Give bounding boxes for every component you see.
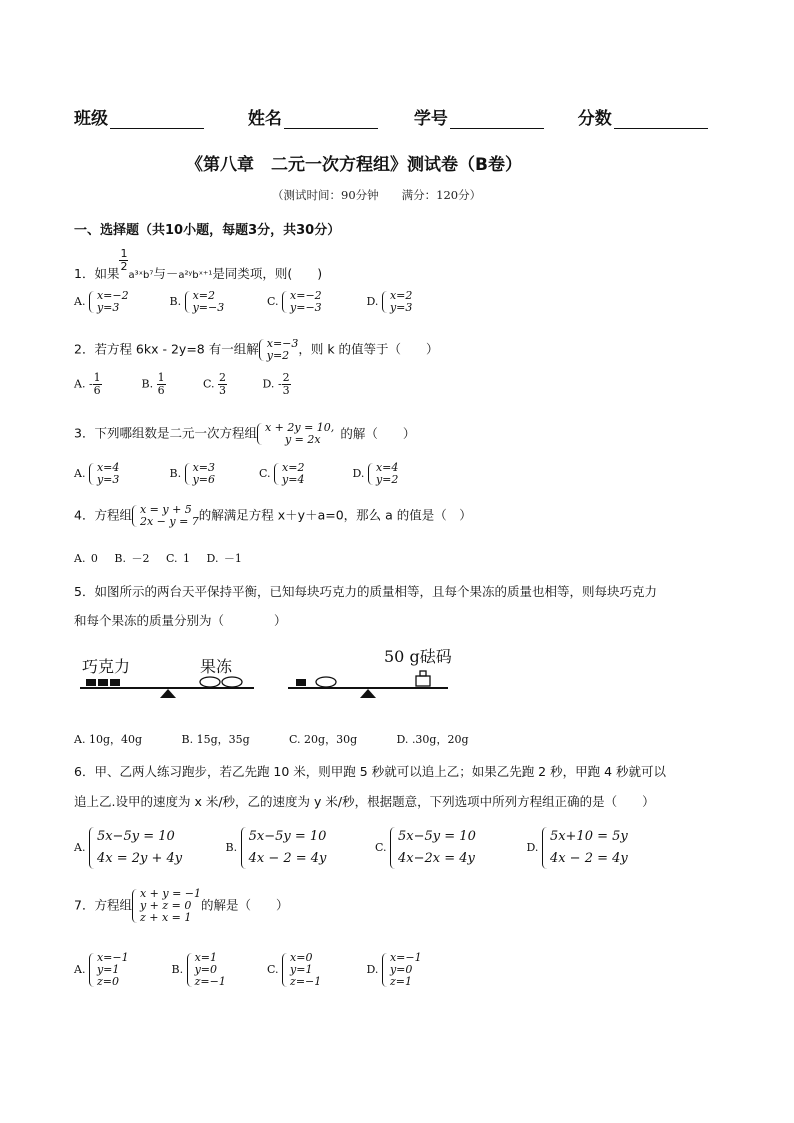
class-label: 班级: [74, 109, 108, 129]
score-label: 分数: [577, 109, 612, 129]
q1-fraction: $\frac{1}{2}$: [120, 247, 128, 273]
q4-options[interactable]: A. 0 B. －2 C. 1 D. －1: [74, 552, 242, 565]
weight-label: 50 g砝码: [384, 647, 452, 666]
q6-option-c[interactable]: C. 5x−5y = 10 4x−2x = 4y: [375, 826, 523, 870]
q2-option-a[interactable]: A. - $\frac{1}{6}$: [74, 371, 101, 397]
q6-option-b[interactable]: B. 5x−5y = 10 4x − 2 = 4y: [226, 826, 372, 870]
question-3: 3．下列哪组数是二元一次方程组 x + 2y = 10, y = 2x 的解（ ）: [74, 421, 416, 446]
jelly-label: 果冻: [200, 657, 233, 676]
q7-option-a[interactable]: A. x=−1 y=1 z=0: [74, 951, 129, 988]
q3-option-d[interactable]: D. x=4 y=2: [352, 461, 399, 486]
q7-option-d[interactable]: D. x=−1 y=0 z=1: [366, 951, 422, 988]
question-5-line-2: 和每个果冻的质量分别为（ ）: [74, 613, 287, 628]
q1-options: [74, 290, 412, 314]
chocolate-label: 巧克力: [82, 657, 131, 676]
q4-system: x = y + 5 2x − y = 7: [132, 504, 199, 528]
q1-option-a[interactable]: A. x=−2 y=3: [74, 289, 129, 314]
question-2: 2．若方程 6kx - 2y=8 有一组解 x=−3 y=2 ，则 k 的值等于（ ）: [74, 337, 439, 362]
q7-options: [74, 952, 422, 988]
q1-option-c[interactable]: C. x=−2 y=−3: [267, 289, 322, 314]
q3-options: [74, 462, 398, 486]
id-blank[interactable]: [450, 110, 544, 129]
class-blank[interactable]: [110, 110, 204, 129]
q5-options: [74, 731, 469, 747]
q5-option-c[interactable]: C. 20g，30g: [289, 733, 358, 746]
q3-option-c[interactable]: C. x=2 y=4: [259, 461, 305, 486]
q2-option-d[interactable]: D. - $\frac{2}{3}$: [262, 371, 290, 397]
question-6-line-1: 6．甲、乙两人练习跑步，若乙先跑 10 米，则甲跑 5 秒就可以追上乙；如果乙先跑 2 秒，甲跑 4 秒就可以: [74, 764, 667, 779]
q6-option-a[interactable]: A. 5x−5y = 10 4x = 2y + 4y: [74, 826, 222, 870]
q1-option-d[interactable]: D. x=2 y=3: [366, 289, 413, 314]
q3-option-a[interactable]: A. x=4 y=3: [74, 461, 120, 486]
q5-option-b[interactable]: B. 15g，35g: [181, 733, 250, 746]
q6-option-d[interactable]: D. 5x+10 = 5y 4x − 2 = 4y: [527, 826, 628, 870]
page-subtitle: （测试时间：90分钟 满分：120分）: [272, 188, 482, 202]
q3-option-b[interactable]: B. x=3 y=6: [169, 461, 216, 486]
q7-option-b[interactable]: B. x=1 y=0 z=−1: [171, 951, 226, 988]
q2-system: x=−3 y=2: [259, 338, 299, 362]
q2-options: [74, 372, 291, 397]
name-blank[interactable]: [284, 110, 378, 129]
q5-option-d[interactable]: D. .30g，20g: [396, 733, 469, 746]
question-6-line-2: 追上乙.设甲的速度为 x 米/秒，乙的速度为 y 米/秒，根据题意，下列选项中所列方程组正确的是（ ）: [74, 794, 655, 809]
question-4: 4．方程组 x = y + 5 2x − y = 7 的解满足方程 x＋y＋a=0，那么 a 的值是（ ）: [74, 503, 472, 528]
q5-option-a[interactable]: A. 10g，40g: [74, 733, 143, 746]
question-1: 1．如果 $\frac{1}{2}$ a³ˣb⁷与－a²ʸbˣ⁺¹是同类项，则( ): [74, 247, 323, 281]
q1-option-b[interactable]: B. x=2 y=−3: [169, 289, 225, 314]
question-7: 7．方程组 x + y = −1 y + z = 0 z + x = 1 的解是（ ）: [74, 887, 289, 924]
q3-system: x + 2y = 10, y = 2x: [257, 422, 334, 446]
name-label: 姓名: [247, 109, 282, 129]
q2-option-c[interactable]: C. $\frac{2}{3}$: [203, 371, 227, 397]
balance-figure: [76, 642, 468, 712]
q7-option-c[interactable]: C. x=0 y=1 z=−1: [267, 951, 322, 988]
header-row: [74, 104, 708, 129]
score-blank[interactable]: [614, 110, 708, 129]
q6-options: [74, 826, 628, 870]
q2-option-b[interactable]: B. $\frac{1}{6}$: [141, 371, 165, 397]
id-label: 学号: [413, 109, 448, 129]
page-title: 《第八章 二元一次方程组》测试卷（B卷）: [186, 155, 522, 175]
question-5-line-1: 5．如图所示的两台天平保持平衡，已知每块巧克力的质量相等，且每个果冻的质量也相等，则每块巧克力: [74, 584, 657, 599]
section-heading: 一、选择题（共10小题，每题3分，共30分）: [74, 223, 341, 238]
q7-system: x + y = −1 y + z = 0 z + x = 1: [132, 888, 201, 924]
